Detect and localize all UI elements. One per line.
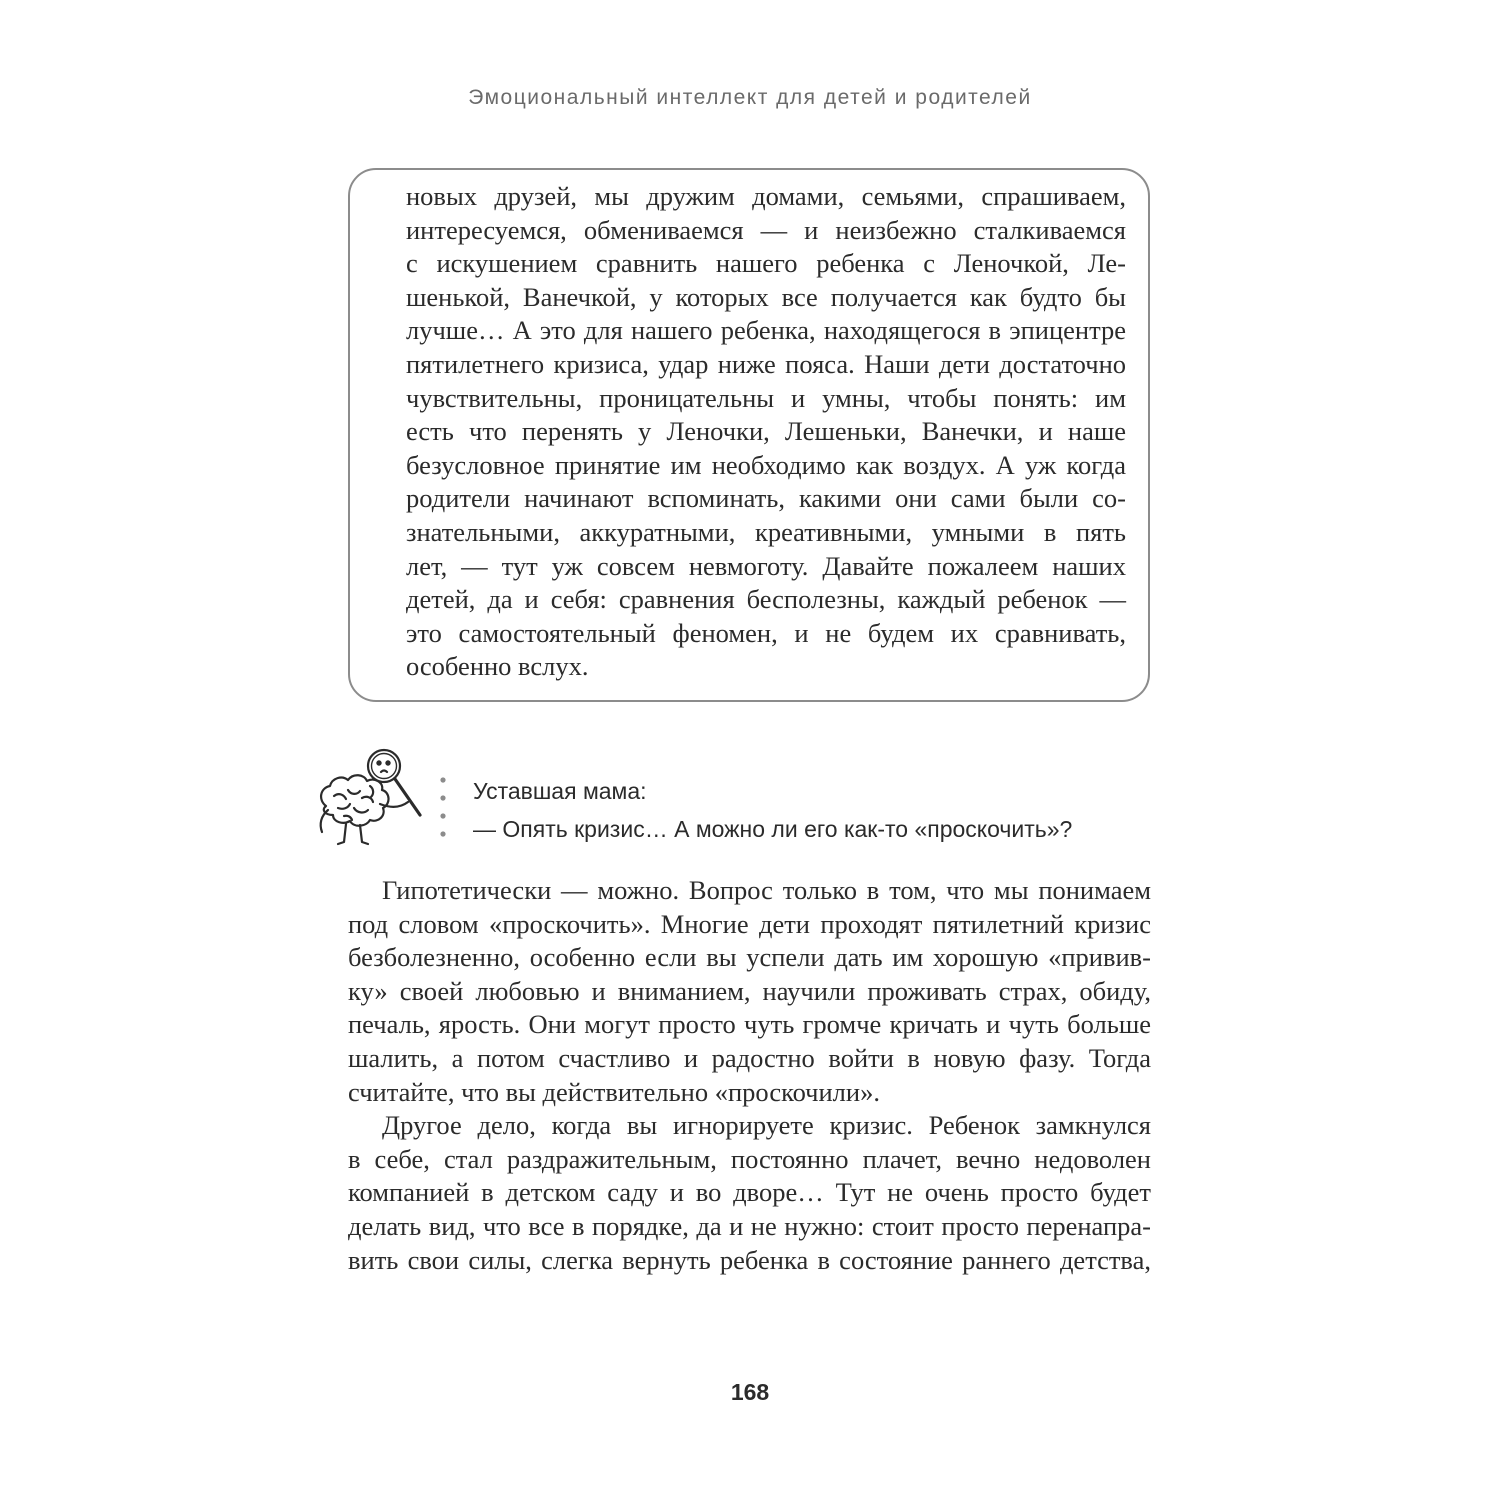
running-head: Эмоциональный интеллект для детей и родителей xyxy=(468,86,1032,109)
dialogue-dots xyxy=(437,776,449,840)
callout-line: чувствительны, проницательны и умны, чтобы понять: им xyxy=(406,382,1126,413)
body-line: считайте, что вы действительно «проскочили». xyxy=(348,1076,880,1107)
body-line: ку» своей любовью и вниманием, научили проживать страх, обиду, xyxy=(348,975,1151,1006)
dialogue-line: — Опять кризис… А можно ли его как-то «проскочить»? xyxy=(473,816,1073,842)
body-line: Гипотетически — можно. Вопрос только в том, что мы понимаем xyxy=(382,875,1151,905)
brain-magnifier-icon xyxy=(312,744,432,860)
body-line: в себе, стал раздражительным, постоянно плачет, вечно недоволен xyxy=(348,1143,1151,1174)
body-line: Другое дело, когда вы игнорируете кризис. Ребенок замкнулся xyxy=(382,1110,1151,1141)
callout-text xyxy=(406,180,1126,684)
body-line: печаль, ярость. Они могут просто чуть громче кричать и чуть больше xyxy=(348,1009,1151,1040)
body-line: компанией в детском саду и во дворе… Тут не очень просто будет xyxy=(348,1177,1151,1208)
body-line: делать вид, что все в порядке, да и не нужно: стоит просто перенапра- xyxy=(348,1210,1151,1241)
callout-line: пятилетнего кризиса, удар ниже пояса. Наши дети достаточно xyxy=(406,348,1126,379)
callout-line: шенькой, Ванечкой, у которых все получается как будто бы xyxy=(406,281,1126,312)
body-line: вить свои силы, слегка вернуть ребенка в состояние раннего детства, xyxy=(348,1244,1151,1275)
dialogue xyxy=(473,772,1072,848)
body-line: под словом «проскочить». Многие дети проходят пятилетний кризис xyxy=(348,908,1151,939)
callout-line: родители начинают вспоминать, какими они сами были со- xyxy=(406,483,1126,514)
page-number: 168 xyxy=(730,1379,770,1405)
callout-line: безусловное принятие им необходимо как воздух. А уж когда xyxy=(406,449,1126,480)
dialogue-speaker: Уставшая мама: xyxy=(473,778,647,804)
callout-line: знательными, аккуратными, креативными, умными в пять xyxy=(406,516,1126,547)
callout-line: интересуемся, обмениваемся — и неизбежно сталкиваемся xyxy=(406,214,1126,245)
callout-line: это самостоятельный феномен, и не будем их сравнивать, xyxy=(406,617,1126,648)
callout-line: с искушением сравнить нашего ребенка с Леночкой, Ле- xyxy=(406,248,1126,279)
callout-line: лет, — тут уж совсем невмоготу. Давайте пожалеем наших xyxy=(406,550,1126,581)
callout-line: особенно вслух. xyxy=(406,651,589,682)
body-text xyxy=(348,874,1151,1277)
callout-line: новых друзей, мы дружим домами, семьями, спрашиваем, xyxy=(406,181,1126,211)
callout-line: лучше… А это для нашего ребенка, находящегося в эпицентре xyxy=(406,315,1126,346)
callout-line: детей, да и себя: сравнения бесполезны, каждый ребенок — xyxy=(406,584,1126,615)
body-line: шалить, а потом счастливо и радостно войти в новую фазу. Тогда xyxy=(348,1042,1151,1073)
body-line: безболезненно, особенно если вы успели дать им хорошую «привив- xyxy=(348,942,1151,973)
callout-line: есть что перенять у Леночки, Лешеньки, Ванечки, и наше xyxy=(406,416,1126,447)
